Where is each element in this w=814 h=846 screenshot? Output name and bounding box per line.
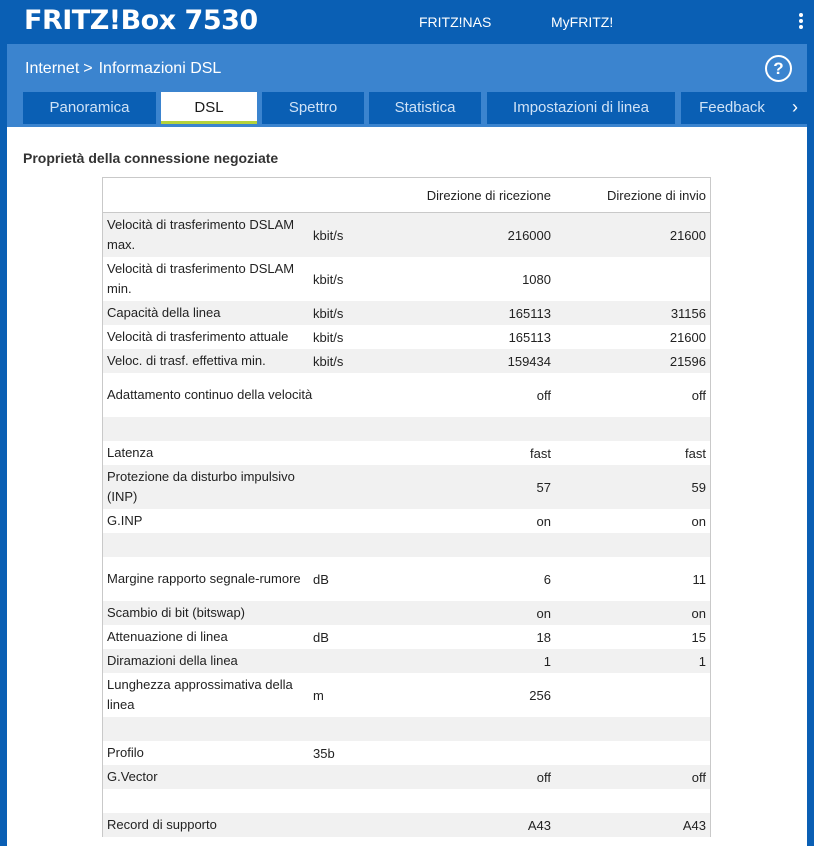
row-label: G.Vector (107, 769, 158, 784)
row-unit: dB (313, 571, 329, 587)
row-send-value (551, 717, 706, 741)
header-send-direction: Direzione di invio (607, 187, 706, 203)
row-send-value: on (691, 605, 706, 621)
row-receive-value: 1 (543, 653, 551, 669)
row-unit (313, 813, 363, 837)
table-row (103, 813, 710, 837)
row-receive-value: 165113 (508, 305, 551, 321)
table-row (103, 789, 710, 813)
table-row (103, 533, 710, 557)
row-receive-value: fast (530, 445, 551, 461)
table-row (103, 301, 710, 325)
tab-spettro[interactable]: Spettro (262, 92, 364, 124)
row-unit (313, 765, 363, 789)
row-send-value: 31156 (670, 305, 706, 321)
row-receive-value: 18 (536, 629, 551, 645)
row-send-value (551, 533, 706, 557)
row-send-value: 59 (691, 479, 706, 495)
row-label (107, 717, 313, 741)
main-content (7, 127, 807, 846)
row-unit (313, 789, 363, 813)
product-title: FRITZ!Box 7530 (24, 5, 258, 36)
row-send-value (551, 741, 706, 765)
row-label: G.INP (107, 513, 143, 528)
row-label: Velocità di trasferimento DSLAM min. (107, 261, 295, 296)
header-unit (313, 178, 363, 212)
table-row (103, 349, 710, 373)
table-row (103, 765, 710, 789)
row-send-value (551, 257, 706, 301)
row-label: Veloc. di trasf. effettiva min. (107, 353, 266, 368)
row-send-value: fast (685, 445, 706, 461)
row-receive-value: on (536, 513, 551, 529)
row-unit: kbit/s (313, 329, 344, 345)
row-receive-value: 1080 (522, 271, 551, 287)
row-label: Lunghezza approssimativa della linea (107, 677, 293, 712)
row-receive-value: 159434 (507, 353, 551, 369)
table-row (103, 257, 710, 301)
table-row (103, 417, 710, 441)
help-icon[interactable]: ? (765, 55, 792, 82)
row-label (107, 533, 313, 557)
page-header (7, 44, 807, 92)
more-menu-icon[interactable] (798, 13, 804, 33)
row-send-value: on (691, 513, 706, 529)
row-unit (313, 373, 363, 417)
tab-panoramica[interactable]: Panoramica (23, 92, 156, 124)
row-label: Velocità di trasferimento attuale (107, 329, 289, 344)
row-label: Capacità della linea (107, 305, 221, 320)
breadcrumb-separator: > (83, 60, 93, 77)
row-receive-value: A43 (527, 817, 551, 833)
table-row (103, 601, 710, 625)
row-unit (313, 465, 363, 509)
row-unit: kbit/s (313, 271, 344, 287)
row-receive-value (363, 741, 551, 765)
row-label (107, 417, 313, 441)
row-receive-value: 165113 (508, 329, 551, 345)
table-row (103, 673, 710, 717)
table-row (103, 509, 710, 533)
row-unit: kbit/s (313, 305, 344, 321)
row-receive-value (363, 533, 551, 557)
header-receive-direction: Direzione di ricezione (426, 187, 551, 203)
breadcrumb (25, 60, 221, 78)
table-header-row (103, 178, 710, 213)
row-unit (313, 601, 363, 625)
row-send-value: off (691, 769, 706, 785)
table-row (103, 717, 710, 741)
table-row (103, 213, 710, 257)
row-send-value: 21596 (669, 353, 706, 369)
row-send-value: 1 (698, 653, 706, 669)
row-receive-value: on (536, 605, 551, 621)
row-label: Latenza (107, 445, 154, 460)
table-row (103, 325, 710, 349)
tab-dsl[interactable]: DSL (161, 92, 257, 124)
row-send-value: 15 (691, 629, 706, 645)
row-receive-value (363, 717, 551, 741)
dsl-properties-table (102, 177, 711, 837)
row-receive-value: off (536, 387, 551, 403)
row-receive-value: 216000 (507, 227, 551, 243)
row-send-value: 21600 (669, 329, 706, 345)
row-unit (313, 509, 363, 533)
row-unit: kbit/s (313, 227, 344, 243)
table-row (103, 441, 710, 465)
row-receive-value: off (536, 769, 551, 785)
row-unit: m (313, 687, 324, 703)
row-label: Velocità di trasferimento DSLAM max. (107, 217, 295, 252)
row-label: Diramazioni della linea (107, 653, 238, 668)
row-receive-value (363, 789, 551, 813)
table-row (103, 741, 710, 765)
row-unit: dB (313, 629, 329, 645)
row-unit (313, 533, 363, 557)
section-title: Proprietà della connessione negoziate (23, 150, 279, 166)
row-receive-value (363, 417, 551, 441)
row-unit (313, 441, 363, 465)
myfritz-link[interactable]: MyFRITZ! (551, 14, 614, 30)
row-unit (313, 649, 363, 673)
row-receive-value: 6 (543, 571, 551, 587)
row-label: Attenuazione di linea (107, 629, 228, 644)
tab-scroll-right-icon[interactable]: › (783, 92, 807, 124)
table-row (103, 557, 710, 601)
row-label: Protezione da disturbo impulsivo (INP) (107, 469, 295, 504)
row-label: Scambio di bit (bitswap) (107, 605, 245, 620)
row-send-value: 11 (692, 571, 706, 587)
row-send-value (551, 673, 706, 717)
top-bar (0, 0, 814, 44)
tab-statistica[interactable]: Statistica (369, 92, 481, 124)
row-label: Margine rapporto segnale-rumore (107, 571, 301, 586)
row-unit (313, 717, 363, 741)
tab-feedback[interactable]: Feedback (681, 92, 783, 124)
table-row (103, 649, 710, 673)
row-unit: 35b (313, 745, 335, 761)
tab-bar (7, 92, 807, 127)
row-send-value: 21600 (669, 227, 706, 243)
row-label: Profilo (107, 745, 144, 760)
row-unit: kbit/s (313, 353, 344, 369)
table-row (103, 625, 710, 649)
row-send-value: off (691, 387, 706, 403)
row-label: Adattamento continuo della velocità (107, 387, 313, 402)
tab-impostazioni-di-linea[interactable]: Impostazioni di linea (487, 92, 675, 124)
row-unit (313, 417, 363, 441)
row-label (107, 789, 313, 813)
row-receive-value: 256 (529, 687, 551, 703)
row-send-value: A43 (682, 817, 706, 833)
fritz-nas-link[interactable]: FRITZ!NAS (419, 14, 492, 30)
header-label (107, 178, 313, 212)
row-send-value (551, 789, 706, 813)
row-receive-value: 57 (536, 479, 551, 495)
row-send-value (551, 417, 706, 441)
breadcrumb-current: Informazioni DSL (98, 60, 222, 77)
table-row (103, 465, 710, 509)
breadcrumb-parent[interactable]: Internet (25, 60, 80, 77)
row-label: Record di supporto (107, 817, 217, 832)
table-row (103, 373, 710, 417)
